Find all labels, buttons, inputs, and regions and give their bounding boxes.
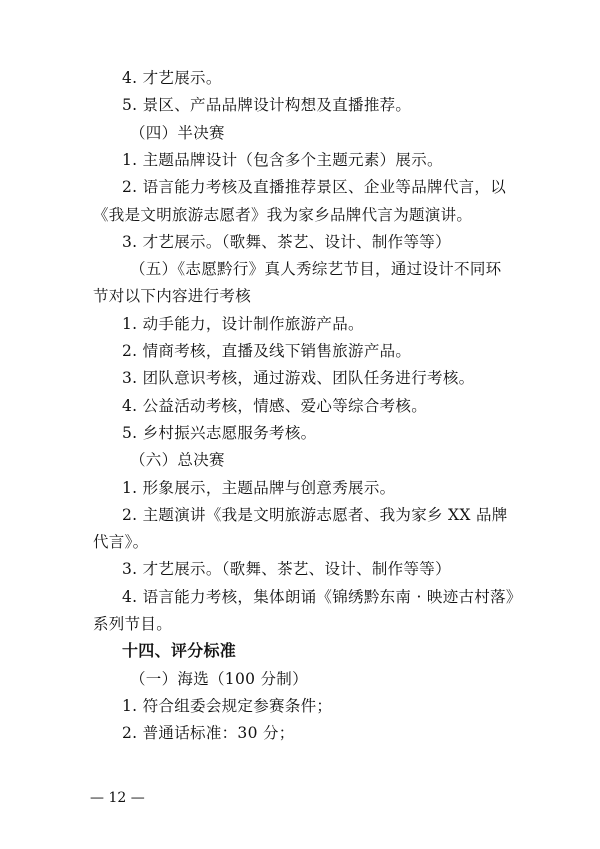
section-reality-show-cont: 节对以下内容进行考核 (93, 287, 252, 305)
item-rural-volunteer: 5. 乡村振兴志愿服务考核。 (122, 424, 317, 442)
item-talent-show-2: 3. 才艺展示。（歌舞、茶艺、设计、制作等等） (122, 233, 451, 251)
item-language-ability-cont: 《我是文明旅游志愿者》我为家乡品牌代言为题演讲。 (93, 206, 473, 224)
item-scenic-design: 5. 景区、产品品牌设计构想及直播推荐。 (122, 96, 412, 114)
item-theme-speech: 2. 主题演讲《我是文明旅游志愿者、我为家乡 XX 品牌 (122, 506, 508, 524)
item-hands-on: 1. 动手能力，设计制作旅游产品。 (122, 315, 364, 333)
item-talent-show: 4. 才艺展示。 (122, 69, 222, 87)
page-number: — 12 — (90, 790, 145, 806)
item-mandarin-standard: 2. 普通话标准：30 分； (122, 724, 295, 742)
item-image-show: 1. 形象展示，主题品牌与创意秀展示。 (122, 479, 396, 497)
item-theme-speech-cont: 代言》。 (93, 533, 149, 551)
item-eligibility: 1. 符合组委会规定参赛条件； (122, 697, 333, 715)
section-reality-show: （五）《志愿黔行》真人秀综艺节目，通过设计不同环 (130, 260, 502, 278)
section-audition: （一）海选（100 分制） (130, 670, 308, 688)
item-brand-design: 1. 主题品牌设计（包含多个主题元素）展示。 (122, 151, 443, 169)
section-semifinal: （四）半决赛 (130, 124, 225, 142)
item-charity-assessment: 4. 公益活动考核，情感、爱心等综合考核。 (122, 397, 428, 415)
item-recitation-cont: 系列节目。 (93, 615, 173, 633)
section-scoring-criteria: 十四、评分标准 (122, 641, 237, 660)
item-language-ability: 2. 语言能力考核及直播推荐景区、企业等品牌代言，以 (122, 178, 507, 196)
section-final: （六）总决赛 (130, 451, 225, 469)
item-talent-show-3: 3. 才艺展示。（歌舞、茶艺、设计、制作等等） (122, 560, 451, 578)
item-recitation: 4. 语言能力考核，集体朗诵《锦绣黔东南 · 映迹古村落》 (122, 588, 522, 606)
item-team-assessment: 3. 团队意识考核，通过游戏、团队任务进行考核。 (122, 369, 475, 387)
item-eq-assessment: 2. 情商考核，直播及线下销售旅游产品。 (122, 342, 412, 360)
